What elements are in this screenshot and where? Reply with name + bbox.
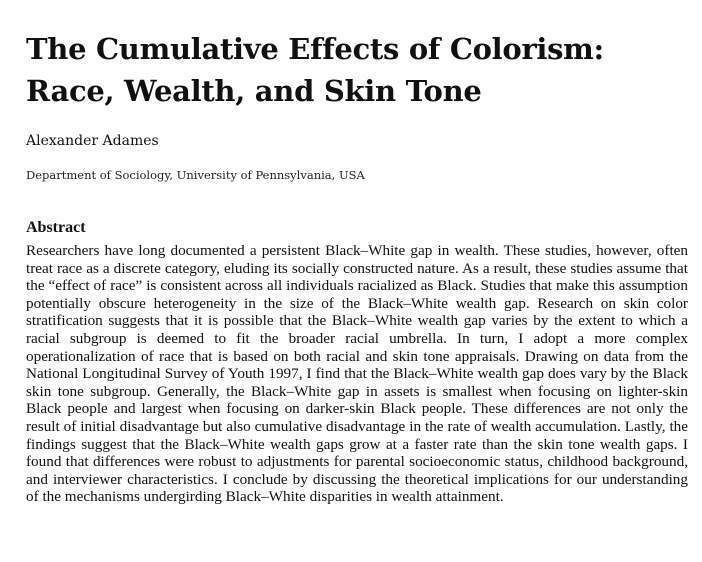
paper-title bbox=[26, 28, 688, 112]
author-name: Alexander Adames bbox=[26, 133, 159, 149]
abstract-heading: Abstract bbox=[26, 219, 86, 236]
paper-page bbox=[26, 28, 688, 506]
paper-title-line-1: The Cumulative Effects of Colorism: bbox=[26, 32, 604, 66]
author-affiliation: Department of Sociology, University of Pennsylvania, USA bbox=[26, 168, 365, 182]
paper-title-line-2: Race, Wealth, and Skin Tone bbox=[26, 74, 482, 108]
abstract-text: Researchers have long documented a persistent Black–White gap in wealth. These studies, however, often treat race as a discrete category, eluding its socially constructed nature. As a result, these studies assume that the “effect of race” is consistent across all individuals racialized as Black. Studies that make this assumption potentially obscure heterogeneity in the size of the Black–White wealth gap. Research on skin color stratification suggests that it is possible that the Black–White wealth gap varies by the extent to which a racial subgroup is deemed to fit the broader racial umbrella. In turn, I adopt a more complex operationalization of race that is based on both racial and skin tone appraisals. Drawing on data from the National Longitudinal Survey of Youth 1997, I find that the Black–White wealth gap does vary by the Black skin tone subgroup. Generally, the Black–White gap in assets is smallest when focusing on lighter-skin Black people and largest when focusing on darker-skin Black people. These differences are not only the result of initial disadvantage but also cumulative disadvantage in the rate of wealth accumulation. Lastly, the findings suggest that the Black–White wealth gaps grow at a faster rate than the skin tone wealth gaps. I found that differences were robust to adjustments for parental socioeconomic status, childhood background, and interviewer characteristics. I conclude by discussing the theoretical implications for our understanding of the mechanisms undergirding Black–White disparities in wealth attainment. bbox=[26, 242, 688, 506]
